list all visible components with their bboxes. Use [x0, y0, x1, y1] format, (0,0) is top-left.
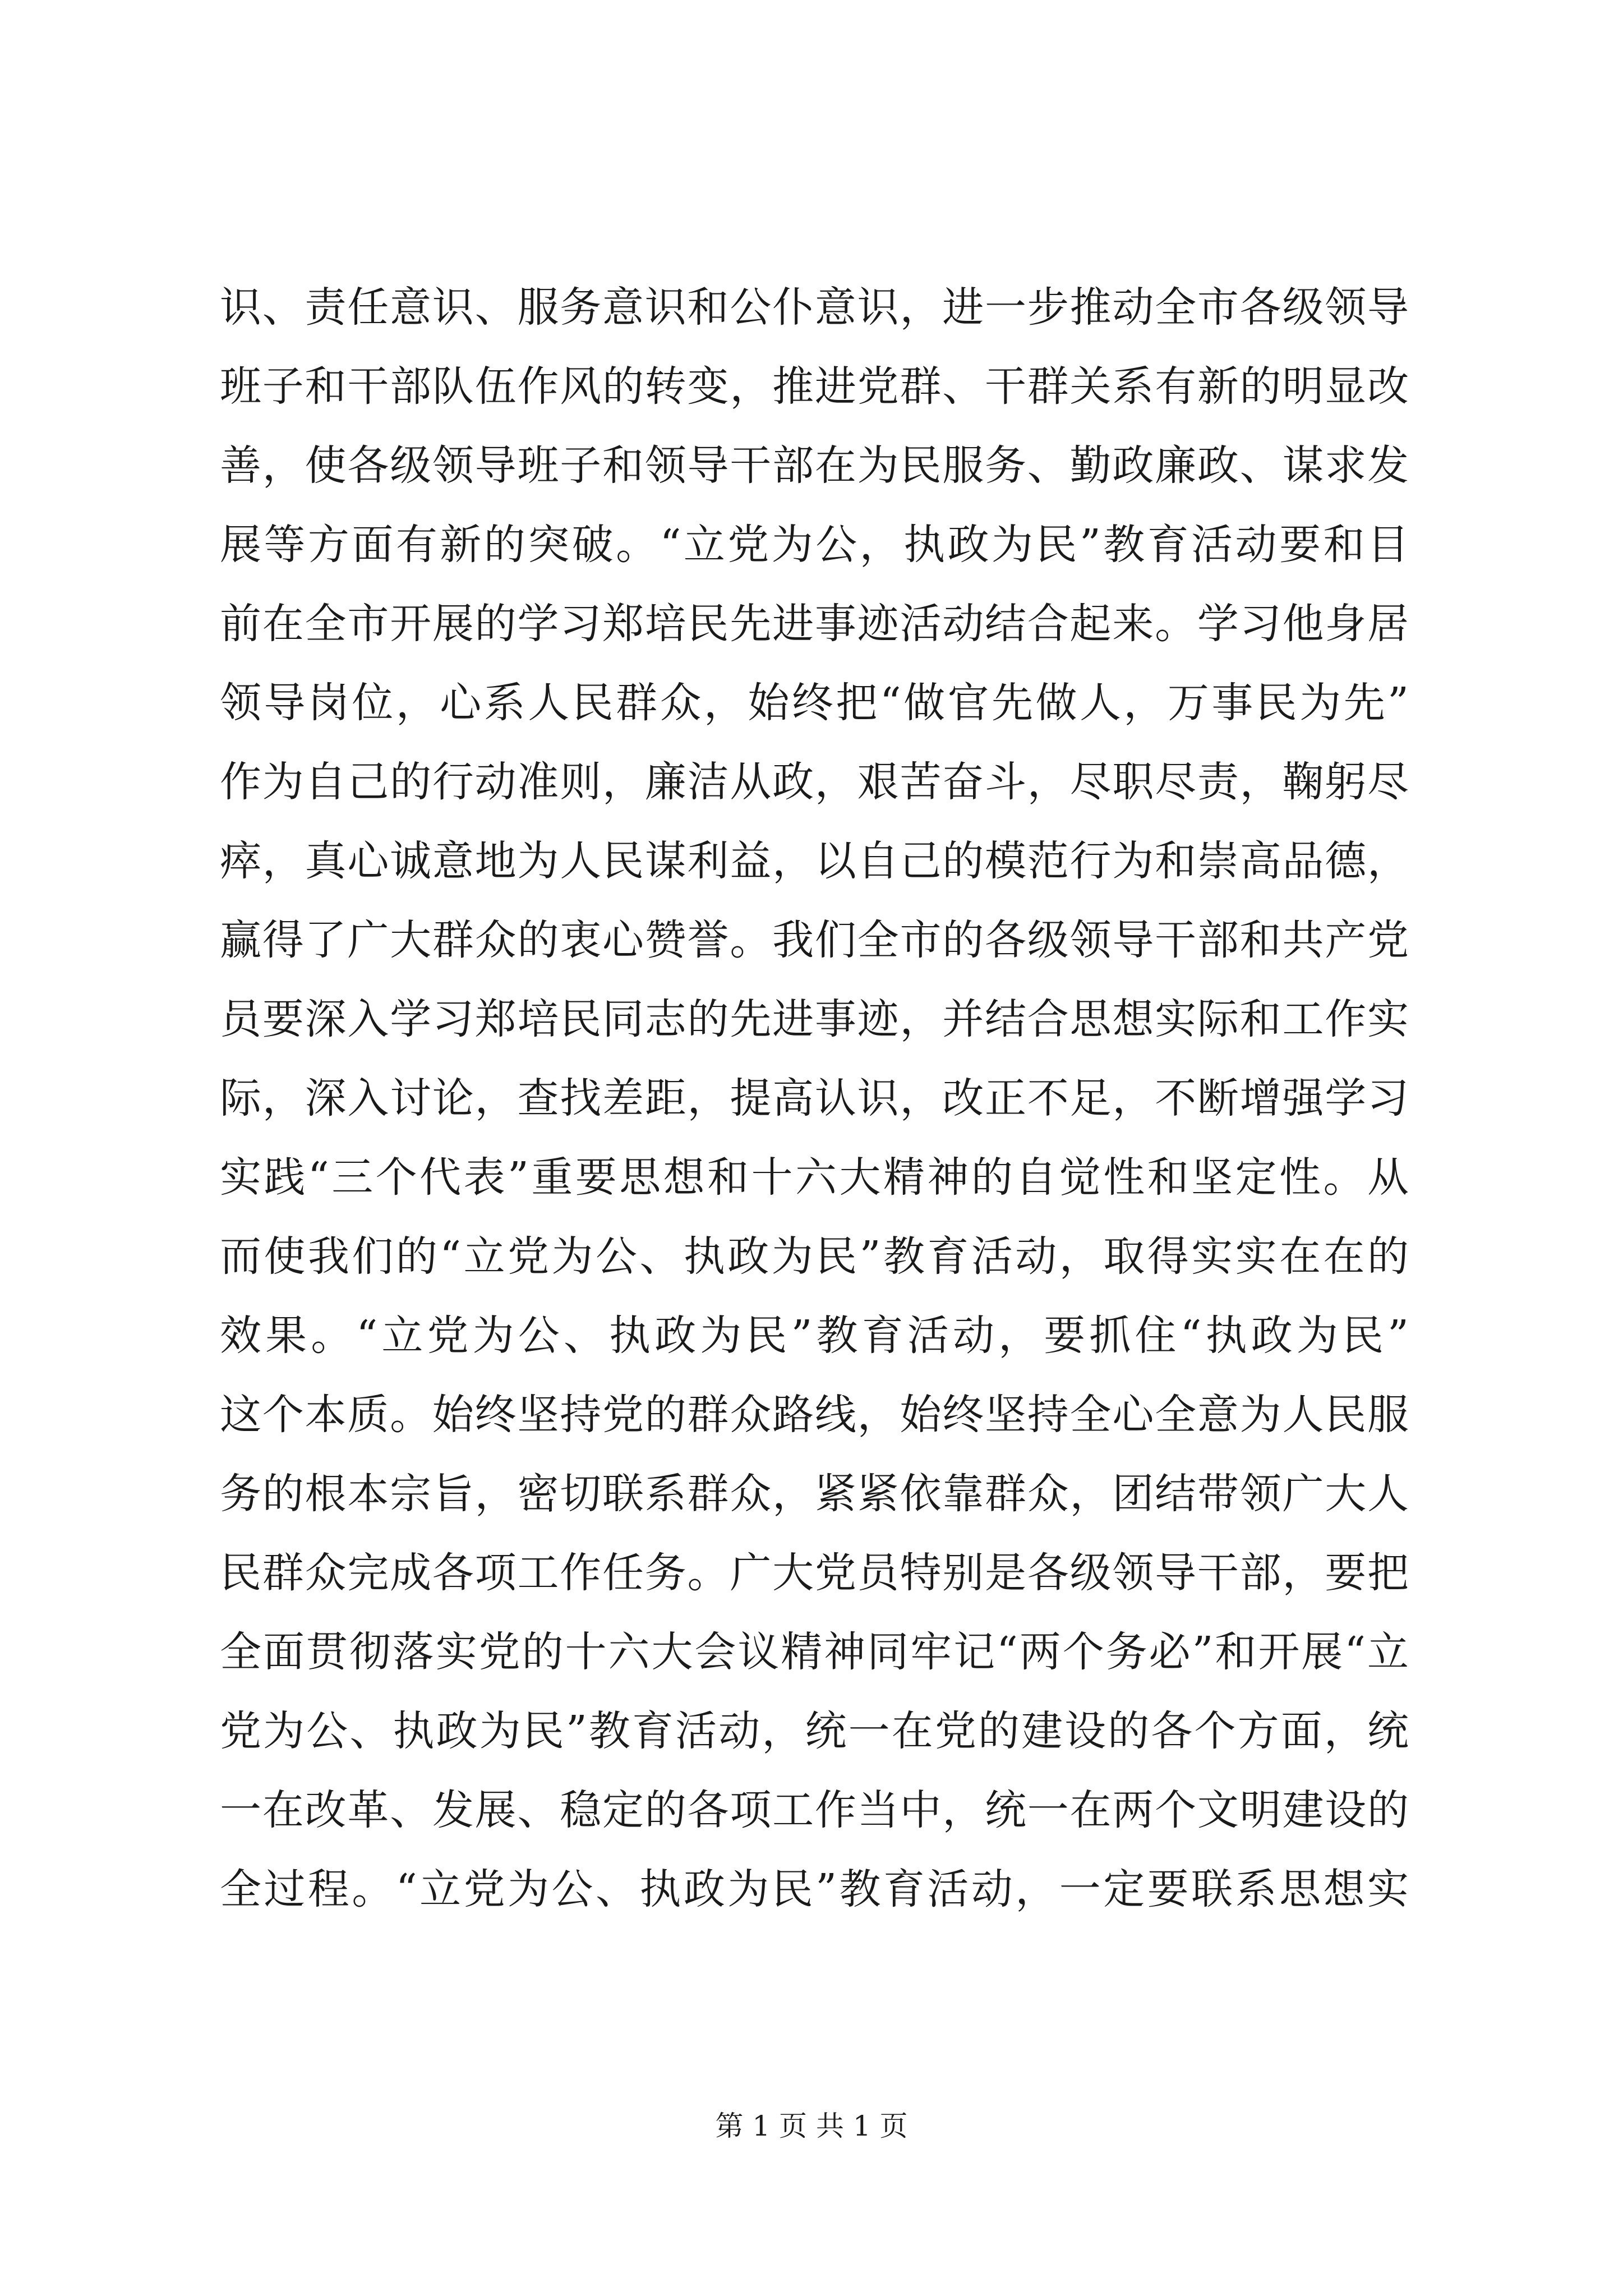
page-number-label: 第 1 页 共 1 页 [715, 2110, 908, 2142]
text-line: 善，使各级领导班子和领导干部在为民服务、勤政廉政、谋求发 [220, 441, 1409, 490]
text-line: 效果。“立党为公、执政为民”教育活动，要抓住“执政为民” [220, 1312, 1409, 1360]
text-line: 瘁，真心诚意地为人民谋利益，以自己的模范行为和崇高品德， [220, 837, 1409, 885]
text-line: 党为公、执政为民”教育活动，统一在党的建设的各个方面，统 [220, 1707, 1409, 1755]
text-line: 务的根本宗旨，密切联系群众，紧紧依靠群众，团结带领广大人 [220, 1470, 1409, 1518]
text-line: 作为自己的行动准则，廉洁从政，艰苦奋斗，尽职尽责，鞠躬尽 [220, 758, 1409, 806]
text-line: 际，深入讨论，查找差距，提高认识，改正不足，不断增强学习 [220, 1074, 1409, 1122]
text-line: 实践“三个代表”重要思想和十六大精神的自觉性和坚定性。从 [220, 1153, 1409, 1202]
text-line: 而使我们的“立党为公、执政为民”教育活动，取得实实在在的 [220, 1232, 1409, 1281]
text-line: 民群众完成各项工作任务。广大党员特别是各级领导干部，要把 [220, 1549, 1409, 1597]
text-line: 这个本质。始终坚持党的群众路线，始终坚持全心全意为人民服 [220, 1391, 1409, 1439]
page-footer [0, 2104, 1623, 2144]
text-line: 领导岗位，心系人民群众，始终把“做官先做人，万事民为先” [220, 679, 1409, 727]
text-line: 员要深入学习郑培民同志的先进事迹，并结合思想实际和工作实 [220, 995, 1409, 1043]
text-line: 展等方面有新的突破。“立党为公，执政为民”教育活动要和目 [220, 521, 1409, 569]
text-line: 一在改革、发展、稳定的各项工作当中，统一在两个文明建设的 [220, 1786, 1409, 1834]
text-line: 前在全市开展的学习郑培民先进事迹活动结合起来。学习他身居 [220, 600, 1409, 648]
text-line: 全过程。“立党为公、执政为民”教育活动，一定要联系思想实 [220, 1865, 1409, 1913]
body-text [220, 268, 1409, 1929]
text-line: 全面贯彻落实党的十六大会议精神同牢记“两个务必”和开展“立 [220, 1628, 1409, 1676]
text-line: 班子和干部队伍作风的转变，推进党群、干群关系有新的明显改 [220, 362, 1409, 411]
text-line: 识、责任意识、服务意识和公仆意识，进一步推动全市各级领导 [220, 283, 1409, 332]
text-line: 赢得了广大群众的衷心赞誉。我们全市的各级领导干部和共产党 [220, 916, 1409, 964]
